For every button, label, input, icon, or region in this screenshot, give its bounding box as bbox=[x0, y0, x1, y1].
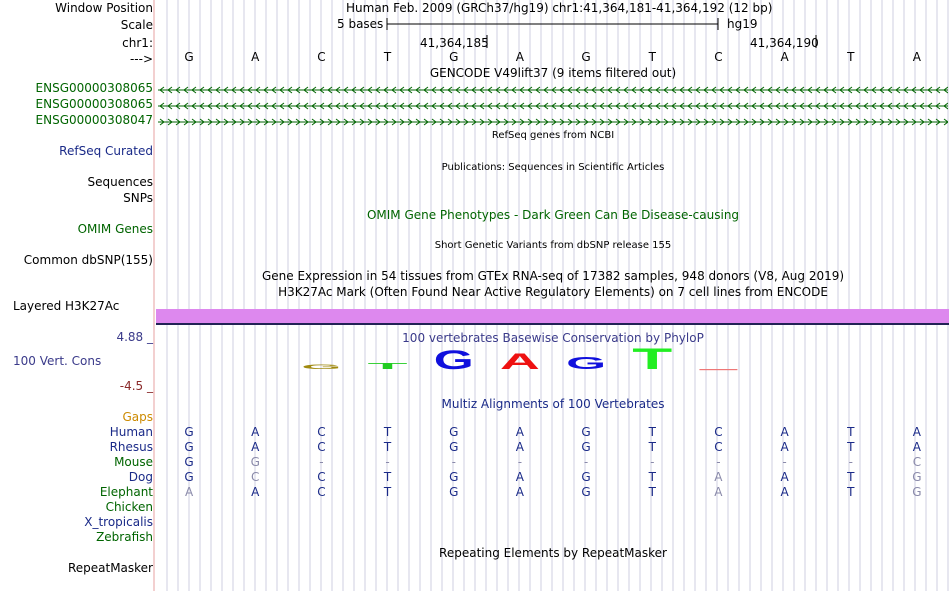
species-label[interactable]: Mouse bbox=[114, 455, 153, 469]
sequence-base: G bbox=[581, 50, 591, 64]
species-label[interactable]: Dog bbox=[128, 470, 153, 484]
gencode-gene-label[interactable]: ENSG00000308047 bbox=[35, 113, 153, 127]
aligned-base: T bbox=[847, 425, 855, 439]
aligned-base: G bbox=[184, 470, 194, 484]
aligned-base: G bbox=[581, 470, 591, 484]
aligned-base: T bbox=[847, 470, 855, 484]
aligned-base: C bbox=[317, 440, 326, 454]
aligned-base: - bbox=[517, 455, 523, 469]
aligned-base: G bbox=[912, 485, 922, 499]
aligned-base: C bbox=[317, 485, 326, 499]
aligned-base: A bbox=[515, 440, 525, 454]
aligned-base: G bbox=[581, 425, 591, 439]
aligned-base: A bbox=[515, 470, 525, 484]
gencode-track-title[interactable]: GENCODE V49lift37 (9 items filtered out) bbox=[429, 66, 677, 80]
window-position-value: Human Feb. 2009 (GRCh37/hg19) chr1:41,364,181-41,364,192 (12 bp) bbox=[346, 1, 773, 15]
aligned-base: - bbox=[782, 455, 787, 469]
scale-label: Scale bbox=[120, 18, 153, 32]
phylop-logo-letter: A bbox=[499, 349, 541, 374]
sequence-base: G bbox=[449, 50, 459, 64]
phylop-max-label: 4.88 _ bbox=[116, 330, 153, 344]
aligned-base: C bbox=[251, 470, 260, 484]
phylop-logo-letter: G bbox=[301, 363, 342, 371]
aligned-base: - bbox=[385, 455, 390, 469]
aligned-base: T bbox=[383, 425, 392, 439]
omim-track-title[interactable]: OMIM Gene Phenotypes - Dark Green Can Be Disease-causing bbox=[366, 208, 740, 222]
sequence-base: G bbox=[184, 50, 194, 64]
phylop-logo-letter: G bbox=[433, 345, 474, 376]
aligned-base: - bbox=[583, 455, 589, 469]
sequence-base: A bbox=[251, 50, 260, 64]
aligned-base: A bbox=[251, 440, 260, 454]
aligned-base: A bbox=[912, 440, 922, 454]
aligned-base: A bbox=[714, 485, 723, 499]
aligned-base: A bbox=[251, 485, 260, 499]
species-label[interactable]: Chicken bbox=[105, 500, 153, 514]
gtex-track-title[interactable]: Gene Expression in 54 tissues from GTEx RNA-seq of 17382 samples, 948 donors (V8, Aug 2019) bbox=[261, 269, 845, 283]
aligned-base: - bbox=[848, 455, 853, 469]
species-label[interactable]: Elephant bbox=[99, 485, 153, 499]
aligned-base: G bbox=[184, 425, 194, 439]
gencode-gene-feature[interactable] bbox=[158, 116, 948, 126]
aligned-base: A bbox=[780, 485, 789, 499]
repeatmasker-track-title[interactable]: Repeating Elements by RepeatMasker bbox=[439, 546, 667, 560]
sequence-base: T bbox=[847, 50, 855, 64]
aligned-base: G bbox=[250, 455, 260, 469]
aligned-base: G bbox=[184, 440, 194, 454]
aligned-base: T bbox=[648, 485, 656, 499]
h3k27ac-signal-band[interactable] bbox=[156, 309, 949, 325]
aligned-base: A bbox=[251, 425, 260, 439]
sequence-base: C bbox=[714, 50, 723, 64]
snps-label[interactable]: SNPs bbox=[123, 191, 153, 205]
aligned-base: T bbox=[648, 425, 656, 439]
aligned-base: G bbox=[449, 425, 459, 439]
sequences-label[interactable]: Sequences bbox=[87, 175, 153, 189]
aligned-base: A bbox=[780, 440, 789, 454]
aligned-base: - bbox=[451, 455, 456, 469]
publications-track-title[interactable]: Publications: Sequences in Scientific Articles bbox=[441, 162, 665, 173]
species-label[interactable]: Zebrafish bbox=[96, 530, 153, 544]
aligned-base: C bbox=[317, 425, 326, 439]
phylop-track-label[interactable]: 100 Vert. Cons bbox=[13, 354, 102, 368]
species-label[interactable]: X_tropicalis bbox=[84, 515, 153, 529]
sequence-base: A bbox=[912, 50, 922, 64]
aligned-base: T bbox=[847, 485, 855, 499]
phylop-logo-letter: T bbox=[367, 361, 410, 371]
gencode-gene-feature[interactable] bbox=[158, 100, 948, 110]
sequence-base: T bbox=[648, 50, 656, 64]
aligned-base: T bbox=[648, 470, 656, 484]
multiz-track-title[interactable]: Multiz Alignments of 100 Vertebrates bbox=[441, 397, 665, 411]
aligned-base: G bbox=[581, 440, 591, 454]
window-position-label: Window Position bbox=[55, 1, 153, 15]
aligned-base: A bbox=[184, 485, 194, 499]
h3k27ac-track-title[interactable]: H3K27Ac Mark (Often Found Near Active Regulatory Elements) on 7 cell lines from ENCODE bbox=[278, 285, 828, 299]
aligned-base: T bbox=[847, 440, 855, 454]
aligned-base: - bbox=[319, 455, 324, 469]
dbsnp-track-title[interactable]: Short Genetic Variants from dbSNP release 155 bbox=[434, 240, 672, 251]
position-tick-label: 41,364,190 bbox=[750, 36, 819, 50]
aligned-base: G bbox=[449, 470, 459, 484]
aligned-base: G bbox=[449, 440, 459, 454]
species-label[interactable]: Human bbox=[109, 425, 153, 439]
aligned-base: T bbox=[383, 485, 392, 499]
gencode-gene-label[interactable]: ENSG00000308065 bbox=[35, 97, 153, 111]
repeatmasker-label[interactable]: RepeatMasker bbox=[67, 561, 153, 575]
aligned-base: A bbox=[780, 425, 789, 439]
aligned-base: A bbox=[515, 485, 525, 499]
phylop-logo-letter: G bbox=[566, 353, 607, 374]
gencode-gene-feature[interactable] bbox=[158, 84, 948, 94]
sequence-base: A bbox=[515, 50, 525, 64]
aligned-base: T bbox=[383, 440, 392, 454]
aligned-base: T bbox=[648, 440, 656, 454]
aligned-base: C bbox=[714, 425, 723, 439]
scale-bases-text: 5 bases bbox=[337, 17, 384, 31]
sequence-base: A bbox=[780, 50, 789, 64]
phylop-track-title[interactable]: 100 vertebrates Basewise Conservation by PhyloP bbox=[402, 331, 704, 345]
sequence-base: C bbox=[317, 50, 326, 64]
common-dbsnp-label[interactable]: Common dbSNP(155) bbox=[23, 253, 153, 267]
omim-genes-label[interactable]: OMIM Genes bbox=[77, 222, 153, 236]
aligned-base: - bbox=[650, 455, 655, 469]
gaps-label: Gaps bbox=[122, 410, 153, 424]
aligned-base: T bbox=[383, 470, 392, 484]
phylop-conservation-logo[interactable] bbox=[156, 340, 950, 390]
gencode-gene-label[interactable]: ENSG00000308065 bbox=[35, 81, 153, 95]
aligned-base: - bbox=[716, 455, 721, 469]
aligned-base: G bbox=[449, 485, 459, 499]
aligned-base: C bbox=[714, 440, 723, 454]
phylop-logo-letter: T bbox=[632, 343, 673, 376]
phylop-min-label: -4.5 _ bbox=[119, 379, 153, 393]
chrom-label: chr1: bbox=[122, 36, 153, 50]
aligned-base: G bbox=[912, 470, 922, 484]
aligned-base: G bbox=[581, 485, 591, 499]
aligned-base: G bbox=[184, 455, 194, 469]
scale-bar bbox=[0, 0, 950, 60]
refseq-track-title[interactable]: RefSeq genes from NCBI bbox=[491, 130, 615, 141]
layered-h3k27ac-label[interactable]: Layered H3K27Ac bbox=[13, 299, 120, 313]
aligned-base: C bbox=[912, 455, 922, 469]
aligned-base: A bbox=[515, 425, 525, 439]
aligned-base: C bbox=[317, 470, 326, 484]
sequence-base: T bbox=[383, 50, 392, 64]
strand-label: ---> bbox=[129, 52, 153, 66]
aligned-base: A bbox=[780, 470, 789, 484]
scale-assembly: hg19 bbox=[727, 17, 758, 31]
refseq-curated-label[interactable]: RefSeq Curated bbox=[59, 144, 153, 158]
position-tick-label: 41,364,185 bbox=[420, 36, 489, 50]
aligned-base: A bbox=[714, 470, 723, 484]
phylop-negative-bar bbox=[699, 369, 737, 370]
species-label[interactable]: Rhesus bbox=[109, 440, 153, 454]
aligned-base: A bbox=[912, 425, 922, 439]
